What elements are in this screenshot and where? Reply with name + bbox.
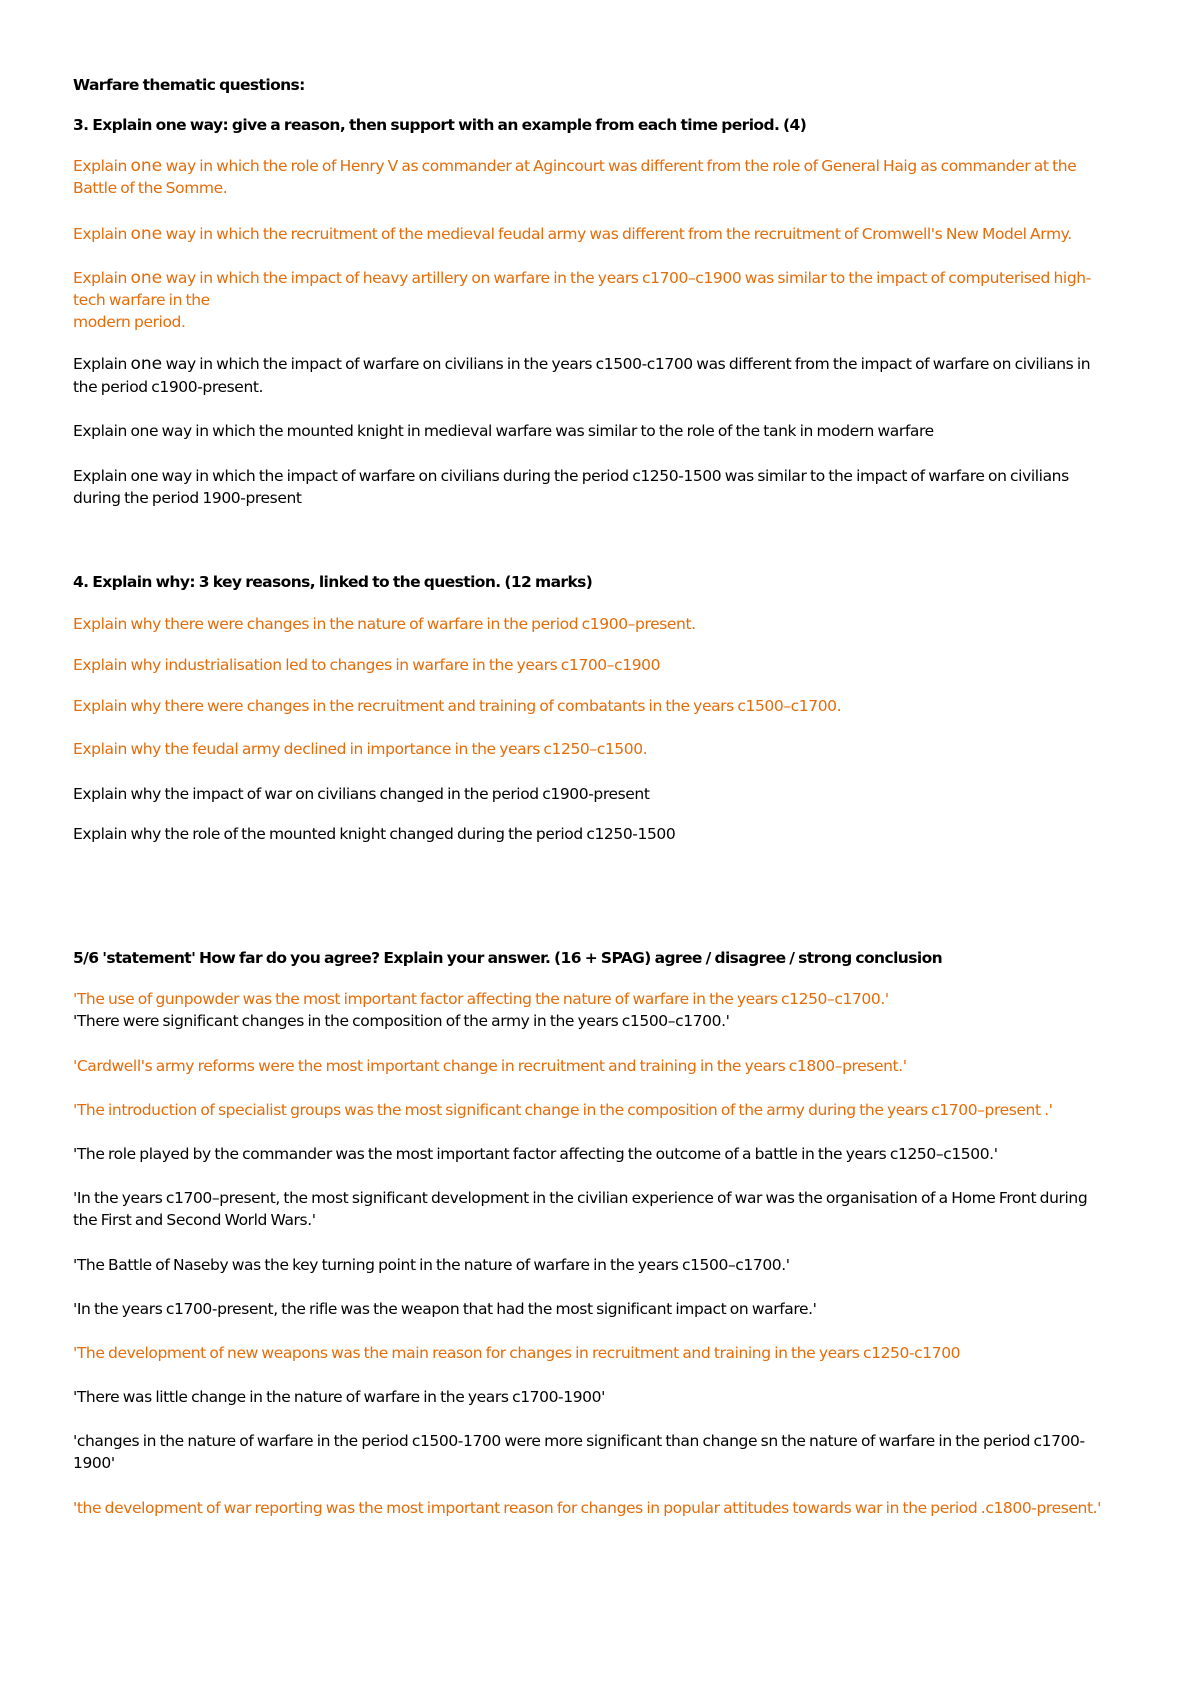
s4-question-2: Explain why industrialisation led to changes in warfare in the years c1700–c1900 [73, 656, 661, 674]
s56-statement-11: 'changes in the nature of warfare in the period c1500-1700 were more significant than change sn the nature of warfare in the period c1700- [73, 1432, 1085, 1450]
s56-statement-11-cont: 1900' [73, 1454, 115, 1472]
s3-question-4-cont: the period c1900-present. [73, 378, 264, 396]
s3-question-1: Explain one way in which the role of Henry V as commander at Agincourt was different from the role of General Haig as commander at the [73, 156, 1077, 176]
s4-question-4: Explain why the feudal army declined in importance in the years c1250–c1500. [73, 740, 648, 758]
s3-question-4: Explain one way in which the impact of warfare on civilians in the years c1500-c1700 was different from the impact of warfare on civilians in [73, 354, 1091, 374]
s3-question-2: Explain one way in which the recruitment of the medieval feudal army was different from the recruitment of Cromwell's New Model Army. [73, 224, 1072, 244]
s3-question-6-cont: during the period 1900-present [73, 489, 302, 507]
s56-statement-6-cont: the First and Second World Wars.' [73, 1211, 316, 1229]
s3-question-3-cont2: modern period. [73, 313, 186, 331]
section-3-heading: 3. Explain one way: give a reason, then support with an example from each time period. (4) [73, 116, 807, 134]
section-5-6-heading: 5/6 'statement' How far do you agree? Explain your answer. (16 + SPAG) agree / disagree / strong conclusion [73, 949, 943, 967]
page-title: Warfare thematic questions: [73, 76, 305, 94]
s56-statement-7: 'The Battle of Naseby was the key turning point in the nature of warfare in the years c1500–c1700.' [73, 1256, 790, 1274]
s3-question-5: Explain one way in which the mounted knight in medieval warfare was similar to the role of the tank in modern warfare [73, 422, 934, 440]
s4-question-1: Explain why there were changes in the nature of warfare in the period c1900–present. [73, 615, 696, 633]
s56-statement-4: 'The introduction of specialist groups was the most significant change in the composition of the army during the years c1700–present .' [73, 1101, 1053, 1119]
s3-question-6: Explain one way in which the impact of warfare on civilians during the period c1250-1500 was similar to the impact of warfare on civilians [73, 467, 1069, 485]
s3-question-3: Explain one way in which the impact of heavy artillery on warfare in the years c1700–c1900 was similar to the impact of computerised high- [73, 268, 1091, 288]
s56-statement-2: 'There were significant changes in the composition of the army in the years c1500–c1700.' [73, 1012, 730, 1030]
s3-question-3-cont: tech warfare in the [73, 291, 210, 309]
s56-statement-9: 'The development of new weapons was the main reason for changes in recruitment and training in the years c1250-c1700 [73, 1344, 961, 1362]
s3-question-1-cont: Battle of the Somme. [73, 179, 228, 197]
s4-question-5: Explain why the impact of war on civilians changed in the period c1900-present [73, 785, 650, 803]
s56-statement-6: 'In the years c1700–present, the most significant development in the civilian experience of war was the organisation of a Home Front during [73, 1189, 1088, 1207]
s4-question-6: Explain why the role of the mounted knight changed during the period c1250-1500 [73, 825, 676, 843]
s56-statement-10: 'There was little change in the nature of warfare in the years c1700-1900' [73, 1388, 605, 1406]
s56-statement-5: 'The role played by the commander was the most important factor affecting the outcome of a battle in the years c1250–c1500.' [73, 1145, 998, 1163]
s56-statement-1: 'The use of gunpowder was the most important factor affecting the nature of warfare in the years c1250–c1700.' [73, 990, 889, 1008]
s56-statement-8: 'In the years c1700-present, the rifle was the weapon that had the most significant impact on warfare.' [73, 1300, 817, 1318]
section-4-heading: 4. Explain why: 3 key reasons, linked to the question. (12 marks) [73, 573, 593, 591]
s4-question-3: Explain why there were changes in the recruitment and training of combatants in the years c1500–c1700. [73, 697, 842, 715]
s56-statement-3: 'Cardwell's army reforms were the most important change in recruitment and training in the years c1800–present.' [73, 1057, 907, 1075]
s56-statement-12: 'the development of war reporting was the most important reason for changes in popular attitudes towards war in the period .c1800-present.' [73, 1499, 1102, 1517]
